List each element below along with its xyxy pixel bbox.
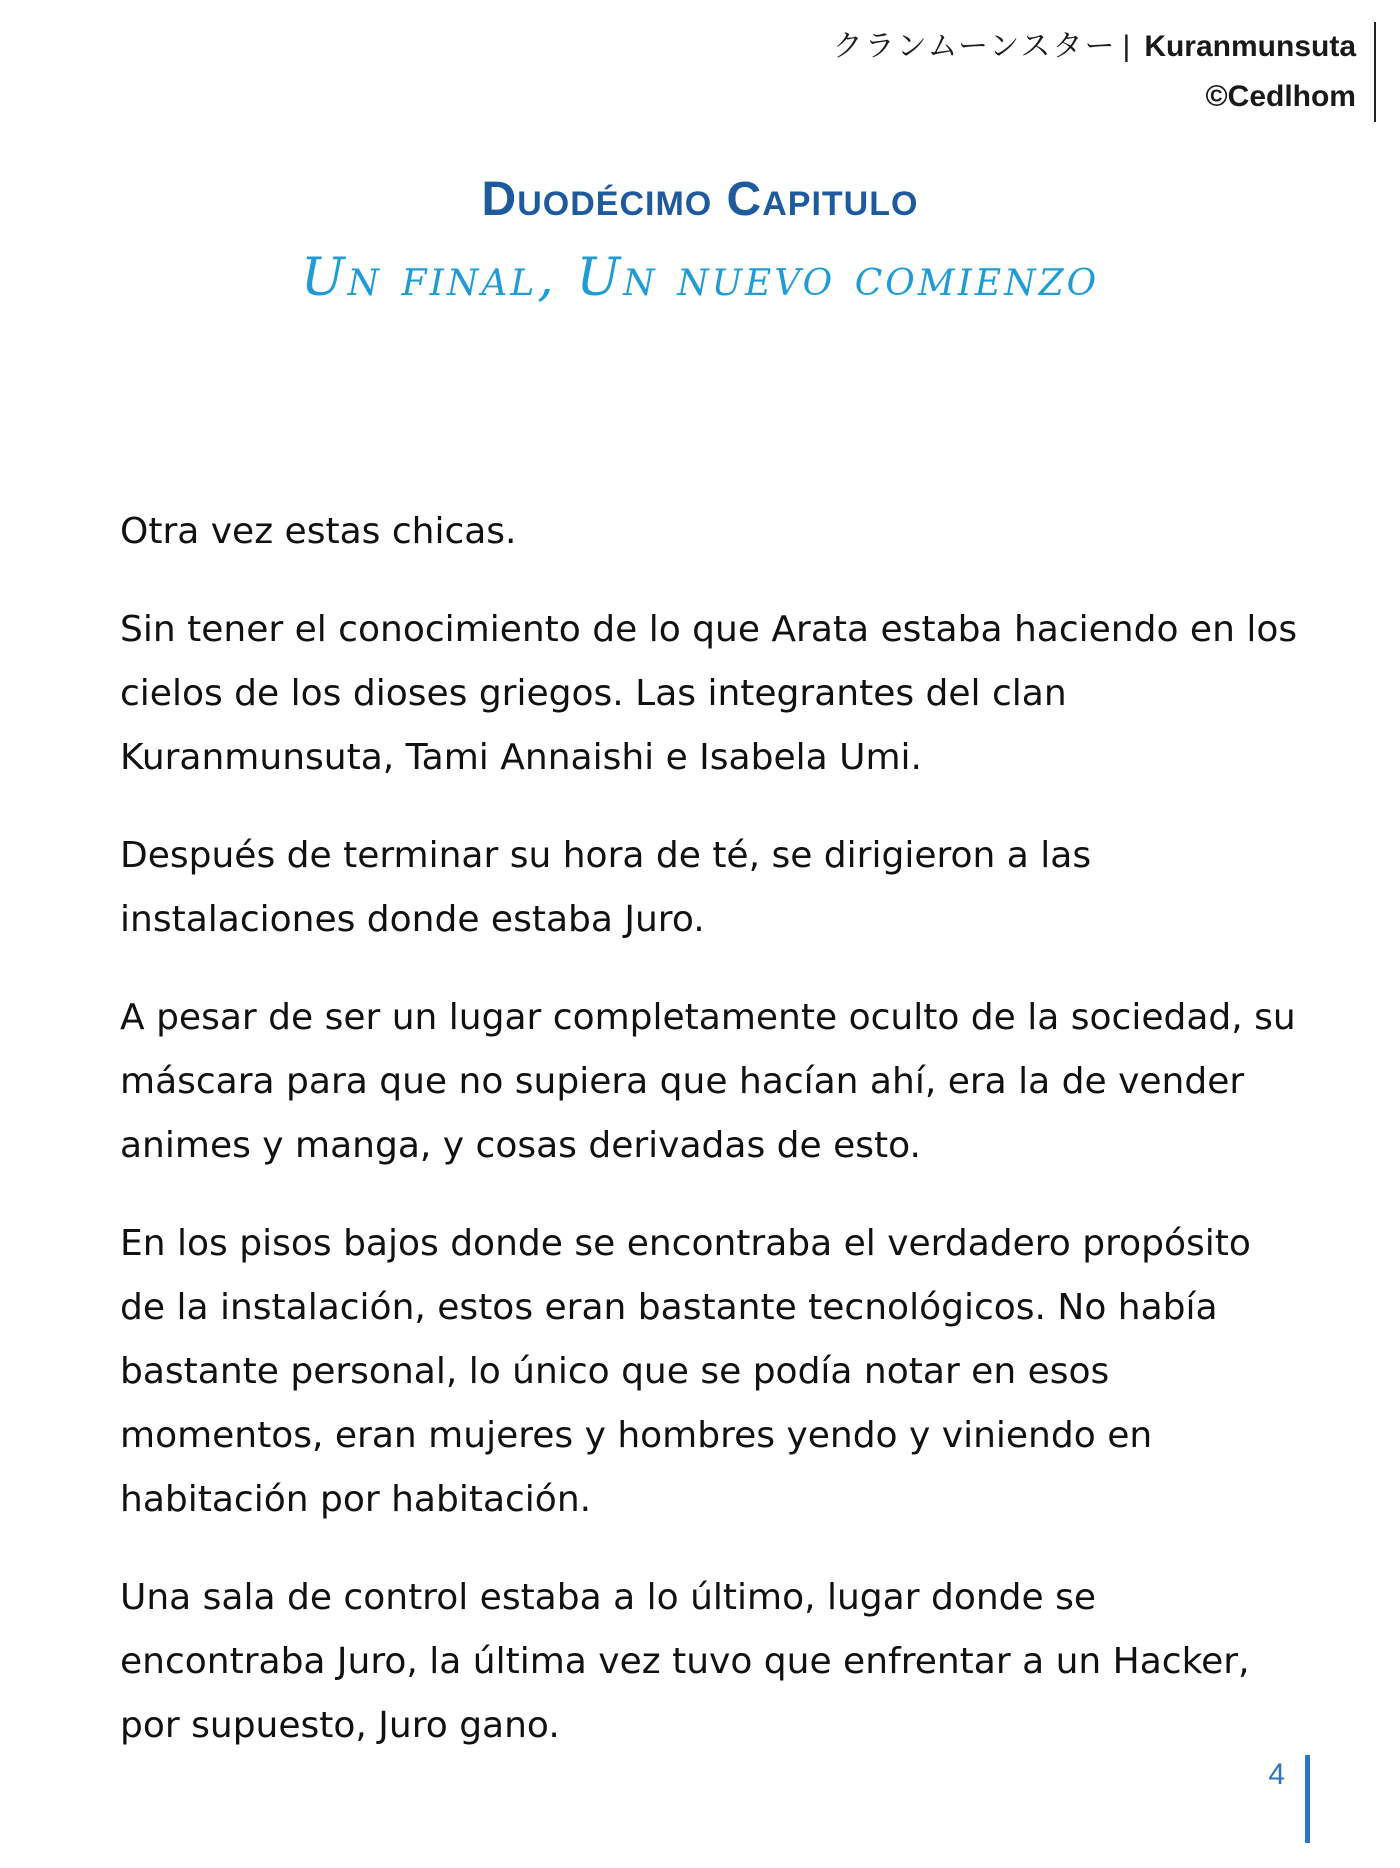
header-romaji-title: Kuranmunsuta: [1144, 30, 1356, 63]
paragraph: Sin tener el conocimiento de lo que Arata estaba haciendo en los cielos de los dioses griegos. Las integrantes del clan Kuranmunsuta, Tami Annaishi e Isabela Umi.: [120, 609, 1298, 778]
paragraph: Una sala de control estaba a lo último, lugar donde se encontraba Juro, la última vez tuvo que enfrentar a un Hacker, por supuesto, Juro gano.: [120, 1577, 1250, 1746]
running-header: [833, 22, 1376, 122]
paragraph: A pesar de ser un lugar completamente oculto de la sociedad, su máscara para que no supiera que hacían ahí, era la de vender animes y manga, y cosas derivadas de esto.: [120, 997, 1296, 1166]
header-copyright: ©Cedlhom: [1205, 80, 1356, 113]
body-text: [120, 500, 1300, 1792]
paragraph: Otra vez estas chicas.: [120, 511, 517, 552]
chapter-title: Duodécimo Capitulo: [481, 173, 919, 226]
header-japanese-title: クランムーンスター: [832, 30, 1117, 63]
paragraph: Después de terminar su hora de té, se dirigieron a las instalaciones donde estaba Juro.: [120, 835, 1092, 940]
page-number: 4: [1268, 1755, 1310, 1843]
chapter-subtitle: Un final, Un nuevo comienzo: [300, 248, 1100, 308]
header-title-line: [833, 22, 1356, 72]
paragraph: En los pisos bajos donde se encontraba el verdadero propósito de la instalación, estos eran bastante tecnológicos. No había bastante personal, lo único que se podía notar en esos momentos, eran mujeres y hombres yendo y viniendo en habitación por habitación.: [120, 1223, 1251, 1520]
header-separator: |: [1122, 30, 1131, 63]
